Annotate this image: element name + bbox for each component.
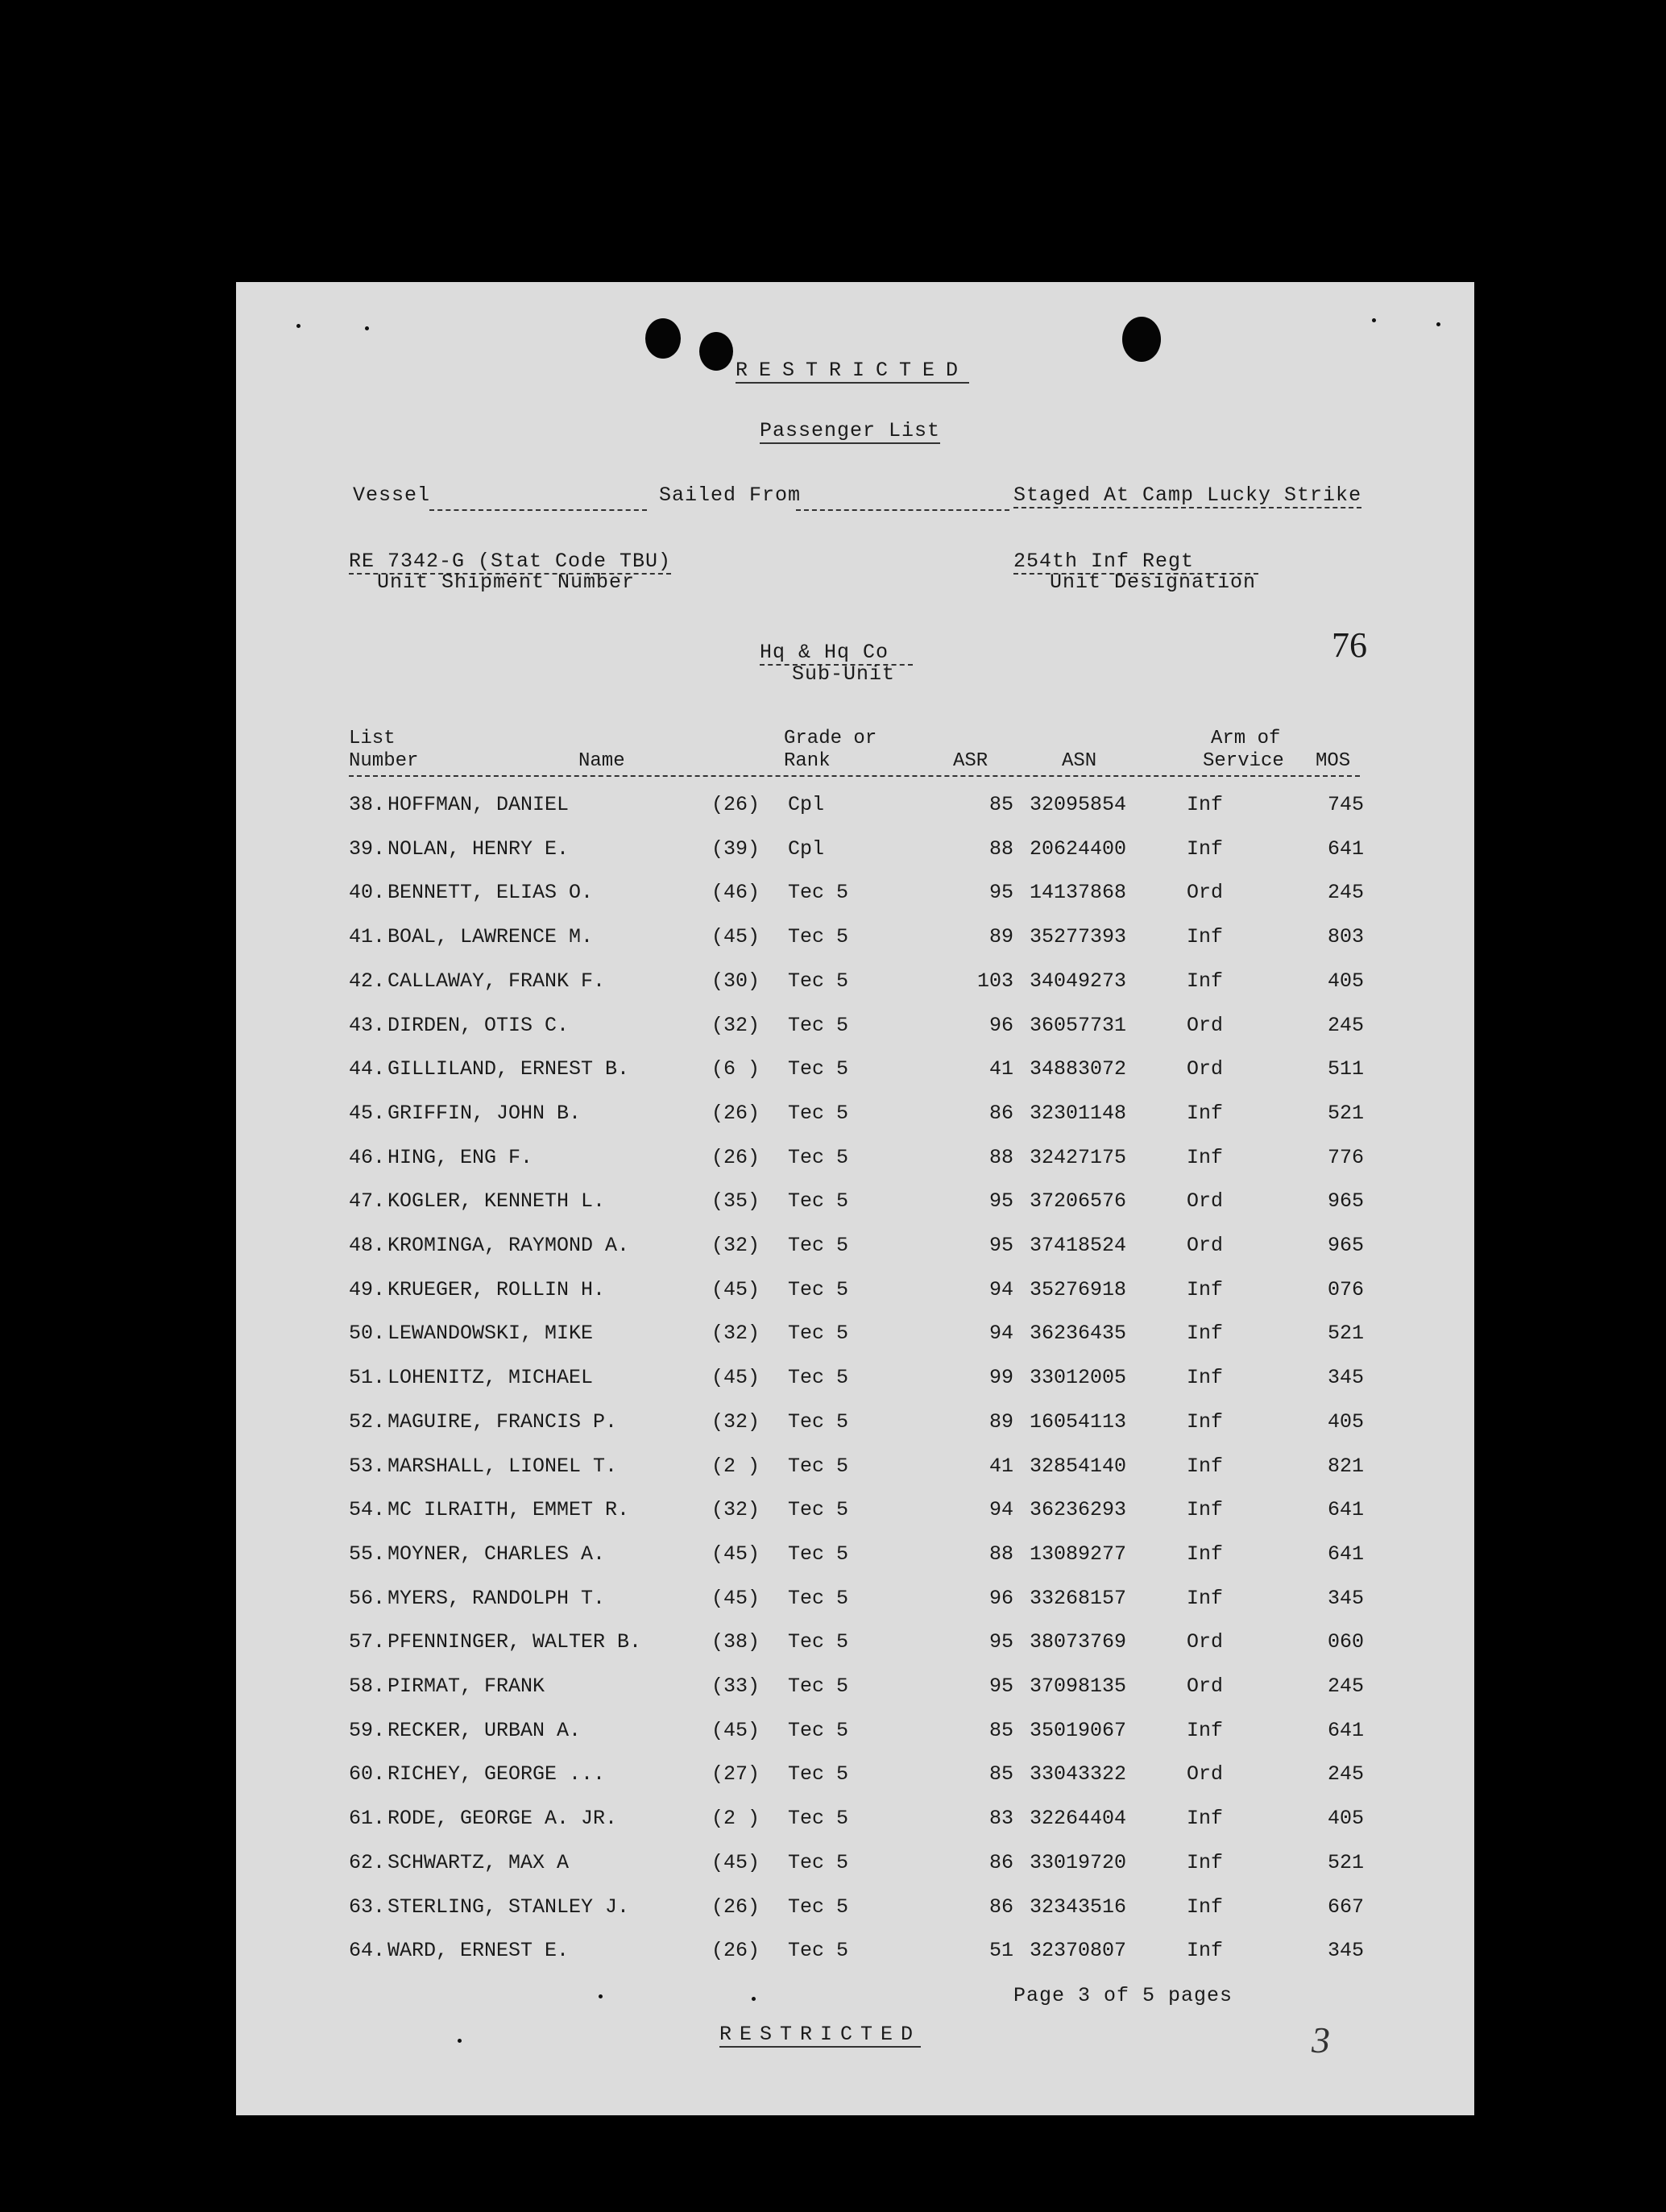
row-asr: 95 [988,1234,1013,1257]
row-asr: 41 [988,1057,1013,1081]
speck [599,1994,603,1998]
table-row [236,1366,1474,1398]
row-age: (26) [711,1895,760,1919]
speck [752,1997,756,2001]
sailed-from-blank [796,509,1009,511]
row-asr: 86 [988,1101,1013,1125]
table-row [236,1939,1474,1971]
row-asn: 38073769 [1030,1630,1127,1654]
row-arm: Ord [1187,1057,1224,1081]
row-asr: 41 [988,1454,1013,1478]
row-number: 54. [349,1498,386,1522]
row-name: HING, ENG F. [387,1145,533,1169]
row-age: (26) [711,793,760,816]
row-mos: 745 [1327,793,1364,816]
row-asn: 35019067 [1030,1718,1127,1742]
header-underline [349,775,1360,777]
speck [365,326,369,330]
row-grade: Tec 5 [788,1322,849,1346]
row-grade: Tec 5 [788,1542,849,1566]
col-arm-of-service [1203,728,1284,773]
col-arm-line2: Service [1203,750,1284,772]
row-arm: Inf [1187,836,1224,861]
row-asr: 94 [988,1322,1013,1346]
table-row [236,1762,1474,1795]
row-arm: Inf [1187,1498,1224,1522]
row-asn: 13089277 [1030,1542,1127,1566]
row-asr: 96 [988,1013,1013,1037]
vessel-blank [429,509,647,511]
row-asr: 103 [976,969,1013,993]
row-mos: 345 [1327,1939,1364,1963]
row-asn: 37418524 [1030,1234,1127,1257]
row-asn: 36236293 [1030,1498,1127,1522]
row-asn: 36057731 [1030,1013,1127,1037]
row-age: (45) [711,1277,760,1301]
col-list-number-line2: Number [349,750,419,772]
row-number: 48. [349,1234,386,1257]
col-asn: ASN [1062,750,1097,772]
page-stamp: 76 [1332,625,1367,665]
row-age: (26) [711,1939,760,1963]
row-mos: 641 [1327,1718,1364,1742]
row-age: (32) [711,1409,760,1434]
row-asn: 32427175 [1030,1145,1127,1169]
row-grade: Tec 5 [788,1454,849,1478]
page-info: Page 3 of 5 pages [1013,1984,1233,2007]
row-age: (35) [711,1189,760,1214]
row-age: (2 ) [711,1454,760,1478]
row-grade: Tec 5 [788,1586,849,1610]
row-name: RECKER, URBAN A. [387,1718,582,1742]
row-name: MOYNER, CHARLES A. [387,1542,606,1566]
row-number: 49. [349,1277,386,1301]
speck [458,2039,462,2043]
row-asr: 96 [988,1586,1013,1610]
row-age: (45) [711,925,760,949]
row-name: PIRMAT, FRANK [387,1675,545,1698]
row-mos: 776 [1327,1145,1364,1169]
row-name: GILLILAND, ERNEST B. [387,1057,630,1081]
row-name: CALLAWAY, FRANK F. [387,969,606,993]
row-number: 59. [349,1718,386,1742]
staged-at: Staged At Camp Lucky Strike [1013,483,1362,507]
table-row [236,1542,1474,1575]
row-mos: 521 [1327,1322,1364,1346]
row-asr: 83 [988,1807,1013,1831]
row-grade: Tec 5 [788,1850,849,1874]
row-asr: 89 [988,1409,1013,1434]
row-grade: Tec 5 [788,969,849,993]
unit-designation-label: Unit Designation [1050,571,1257,594]
row-asn: 32854140 [1030,1454,1127,1478]
unit-designation: 254th Inf Regt [1013,550,1258,575]
punch-hole-left [645,318,681,359]
row-arm: Inf [1187,1850,1224,1874]
row-number: 50. [349,1322,386,1346]
row-age: (26) [711,1101,760,1125]
row-asr: 88 [988,836,1013,861]
row-mos: 345 [1327,1366,1364,1390]
row-number: 47. [349,1189,386,1214]
row-arm: Inf [1187,1322,1224,1346]
row-grade: Tec 5 [788,1762,849,1787]
col-asr: ASR [953,750,988,772]
table-row [236,1498,1474,1530]
row-grade: Tec 5 [788,1057,849,1081]
row-age: (45) [711,1542,760,1566]
row-arm: Inf [1187,1145,1224,1169]
row-asr: 95 [988,1675,1013,1698]
row-number: 62. [349,1850,386,1874]
row-number: 51. [349,1366,386,1390]
table-row [236,1322,1474,1354]
row-arm: Inf [1187,1542,1224,1566]
row-grade: Tec 5 [788,925,849,949]
row-mos: 803 [1327,925,1364,949]
row-number: 40. [349,881,386,905]
row-name: LOHENITZ, MICHAEL [387,1366,594,1390]
row-number: 45. [349,1101,386,1125]
row-arm: Inf [1187,1586,1224,1610]
row-name: MARSHALL, LIONEL T. [387,1454,618,1478]
table-row [236,1102,1474,1134]
row-number: 55. [349,1542,386,1566]
row-name: SCHWARTZ, MAX A [387,1850,570,1874]
row-age: (45) [711,1586,760,1610]
row-name: HOFFMAN, DANIEL [387,793,570,816]
row-name: BOAL, LAWRENCE M. [387,925,594,949]
row-age: (26) [711,1145,760,1169]
col-grade-line1: Grade or [784,728,877,749]
row-grade: Tec 5 [788,1101,849,1125]
col-arm-line1: Arm of [1211,728,1281,749]
row-name: GRIFFIN, JOHN B. [387,1101,582,1125]
row-asr: 86 [988,1850,1013,1874]
table-row [236,1895,1474,1928]
row-arm: Ord [1187,1762,1224,1787]
col-mos: MOS [1316,750,1351,772]
speck [1372,318,1376,322]
row-grade: Tec 5 [788,1939,849,1963]
sub-unit: Hq & Hq Co [760,641,913,666]
row-asr: 95 [988,881,1013,905]
row-name: RICHEY, GEORGE ... [387,1762,606,1787]
row-age: (32) [711,1322,760,1346]
row-arm: Inf [1187,1939,1224,1963]
table-row [236,1807,1474,1839]
row-name: PFENNINGER, WALTER B. [387,1630,642,1654]
row-grade: Tec 5 [788,1277,849,1301]
row-age: (38) [711,1630,760,1654]
table-row [236,1057,1474,1089]
row-grade: Cpl [788,836,825,861]
row-grade: Tec 5 [788,1675,849,1698]
row-arm: Ord [1187,881,1224,905]
row-asr: 51 [988,1939,1013,1963]
row-asn: 37206576 [1030,1189,1127,1214]
row-asn: 34883072 [1030,1057,1127,1081]
row-name: STERLING, STANLEY J. [387,1895,630,1919]
row-number: 64. [349,1939,386,1963]
row-mos: 511 [1327,1057,1364,1081]
row-arm: Inf [1187,969,1224,993]
row-grade: Tec 5 [788,1145,849,1169]
row-age: (45) [711,1850,760,1874]
row-mos: 521 [1327,1850,1364,1874]
row-asr: 85 [988,1762,1013,1787]
row-asn: 35276918 [1030,1277,1127,1301]
row-number: 46. [349,1145,386,1169]
row-name: DIRDEN, OTIS C. [387,1013,570,1037]
row-arm: Ord [1187,1630,1224,1654]
row-arm: Inf [1187,1718,1224,1742]
row-name: KROMINGA, RAYMOND A. [387,1234,630,1257]
row-grade: Tec 5 [788,1718,849,1742]
row-mos: 965 [1327,1234,1364,1257]
table-row [236,969,1474,1002]
row-mos: 641 [1327,1542,1364,1566]
row-name: NOLAN, HENRY E. [387,836,570,861]
row-name: LEWANDOWSKI, MIKE [387,1322,594,1346]
row-asr: 88 [988,1145,1013,1169]
row-asn: 33012005 [1030,1366,1127,1390]
table-row [236,1014,1474,1046]
row-mos: 245 [1327,1013,1364,1037]
row-asn: 36236435 [1030,1322,1127,1346]
unit-shipment-number: RE 7342-G (Stat Code TBU) [349,550,672,573]
table-row [236,1455,1474,1487]
col-name: Name [578,750,625,772]
row-asn: 32095854 [1030,793,1127,816]
row-grade: Tec 5 [788,1234,849,1257]
row-age: (6 ) [711,1057,760,1081]
row-name: MAGUIRE, FRANCIS P. [387,1409,618,1434]
row-arm: Inf [1187,1101,1224,1125]
row-number: 38. [349,793,386,816]
document-page [236,282,1474,2115]
table-row [236,1278,1474,1310]
row-arm: Inf [1187,925,1224,949]
row-mos: 245 [1327,1762,1364,1787]
row-arm: Ord [1187,1189,1224,1214]
row-number: 56. [349,1586,386,1610]
row-arm: Ord [1187,1675,1224,1698]
row-asn: 33268157 [1030,1586,1127,1610]
table-row [236,1587,1474,1619]
row-asn: 33019720 [1030,1850,1127,1874]
row-asn: 34049273 [1030,969,1127,993]
row-grade: Tec 5 [788,881,849,905]
row-age: (39) [711,836,760,861]
table-row [236,1410,1474,1442]
row-asr: 94 [988,1277,1013,1301]
row-asn: 14137868 [1030,881,1127,905]
row-arm: Inf [1187,1277,1224,1301]
row-age: (32) [711,1498,760,1522]
handwritten-mark: 3 [1312,2019,1330,2061]
row-arm: Inf [1187,1807,1224,1831]
row-number: 53. [349,1454,386,1478]
table-row [236,793,1474,825]
row-number: 58. [349,1675,386,1698]
row-number: 39. [349,836,386,861]
row-number: 44. [349,1057,386,1081]
row-asr: 85 [988,1718,1013,1742]
row-asr: 89 [988,925,1013,949]
row-mos: 641 [1327,1498,1364,1522]
row-number: 60. [349,1762,386,1787]
row-number: 41. [349,925,386,949]
vessel-label: Vessel [353,483,431,507]
row-mos: 245 [1327,881,1364,905]
row-arm: Ord [1187,1013,1224,1037]
row-arm: Inf [1187,1454,1224,1478]
col-list-number [349,728,418,773]
row-asr: 86 [988,1895,1013,1919]
table-row [236,1719,1474,1751]
row-asr: 85 [988,793,1013,816]
row-grade: Tec 5 [788,1807,849,1831]
speck [296,324,300,328]
row-mos: 345 [1327,1586,1364,1610]
table-row [236,925,1474,957]
restricted-heading: RESTRICTED [736,359,970,382]
row-mos: 641 [1327,836,1364,861]
page-title: Passenger List [760,419,941,442]
row-name: KOGLER, KENNETH L. [387,1189,606,1214]
row-asn: 32343516 [1030,1895,1127,1919]
row-asr: 94 [988,1498,1013,1522]
table-row [236,881,1474,913]
row-asr: 95 [988,1189,1013,1214]
row-grade: Tec 5 [788,1630,849,1654]
row-asr: 88 [988,1542,1013,1566]
sailed-from-label: Sailed From [659,483,802,507]
row-age: (30) [711,969,760,993]
col-grade [784,728,877,773]
row-asn: 32370807 [1030,1939,1127,1963]
table-row [236,1851,1474,1883]
row-grade: Tec 5 [788,1189,849,1214]
row-asr: 95 [988,1630,1013,1654]
row-arm: Inf [1187,1895,1224,1919]
row-mos: 965 [1327,1189,1364,1214]
row-asr: 99 [988,1366,1013,1390]
row-asn: 35277393 [1030,925,1127,949]
row-name: RODE, GEORGE A. JR. [387,1807,618,1831]
row-name: KRUEGER, ROLLIN H. [387,1277,606,1301]
punch-hole-center [699,332,733,371]
restricted-footer: RESTRICTED [719,2023,922,2046]
row-arm: Inf [1187,793,1224,816]
row-mos: 405 [1327,1807,1364,1831]
row-name: BENNETT, ELIAS O. [387,881,594,905]
row-mos: 076 [1327,1277,1364,1301]
row-arm: Ord [1187,1234,1224,1257]
row-age: (32) [711,1013,760,1037]
row-age: (32) [711,1234,760,1257]
row-grade: Tec 5 [788,1366,849,1390]
table-row [236,1146,1474,1178]
row-grade: Tec 5 [788,1409,849,1434]
speck [1436,322,1440,326]
row-age: (46) [711,881,760,905]
row-name: MYERS, RANDOLPH T. [387,1586,606,1610]
row-age: (45) [711,1366,760,1390]
row-arm: Inf [1187,1366,1224,1390]
table-row [236,837,1474,869]
row-mos: 667 [1327,1895,1364,1919]
row-mos: 405 [1327,1409,1364,1434]
row-mos: 060 [1327,1630,1364,1654]
row-age: (2 ) [711,1807,760,1831]
row-name: WARD, ERNEST E. [387,1939,570,1963]
table-row [236,1675,1474,1707]
row-asn: 20624400 [1030,836,1127,861]
punch-hole-right [1122,317,1161,362]
row-age: (27) [711,1762,760,1787]
col-list-number-line1: List [349,728,396,749]
row-age: (33) [711,1675,760,1698]
row-asn: 33043322 [1030,1762,1127,1787]
row-number: 42. [349,969,386,993]
row-number: 61. [349,1807,386,1831]
col-grade-line2: Rank [784,750,831,772]
row-arm: Inf [1187,1409,1224,1434]
table-row [236,1189,1474,1222]
row-mos: 821 [1327,1454,1364,1478]
row-number: 63. [349,1895,386,1919]
row-age: (45) [711,1718,760,1742]
row-asn: 16054113 [1030,1409,1127,1434]
row-grade: Tec 5 [788,1013,849,1037]
row-number: 57. [349,1630,386,1654]
sub-unit-label: Sub-Unit [792,662,896,686]
row-asn: 37098135 [1030,1675,1127,1698]
row-name: MC ILRAITH, EMMET R. [387,1498,630,1522]
table-row [236,1234,1474,1266]
row-mos: 521 [1327,1101,1364,1125]
row-grade: Tec 5 [788,1498,849,1522]
row-grade: Cpl [788,793,825,816]
row-mos: 405 [1327,969,1364,993]
row-asn: 32301148 [1030,1101,1127,1125]
table-row [236,1630,1474,1662]
unit-shipment-label: Unit Shipment Number [377,571,636,594]
row-number: 43. [349,1013,386,1037]
row-grade: Tec 5 [788,1895,849,1919]
row-mos: 245 [1327,1675,1364,1698]
row-number: 52. [349,1409,386,1434]
row-asn: 32264404 [1030,1807,1127,1831]
